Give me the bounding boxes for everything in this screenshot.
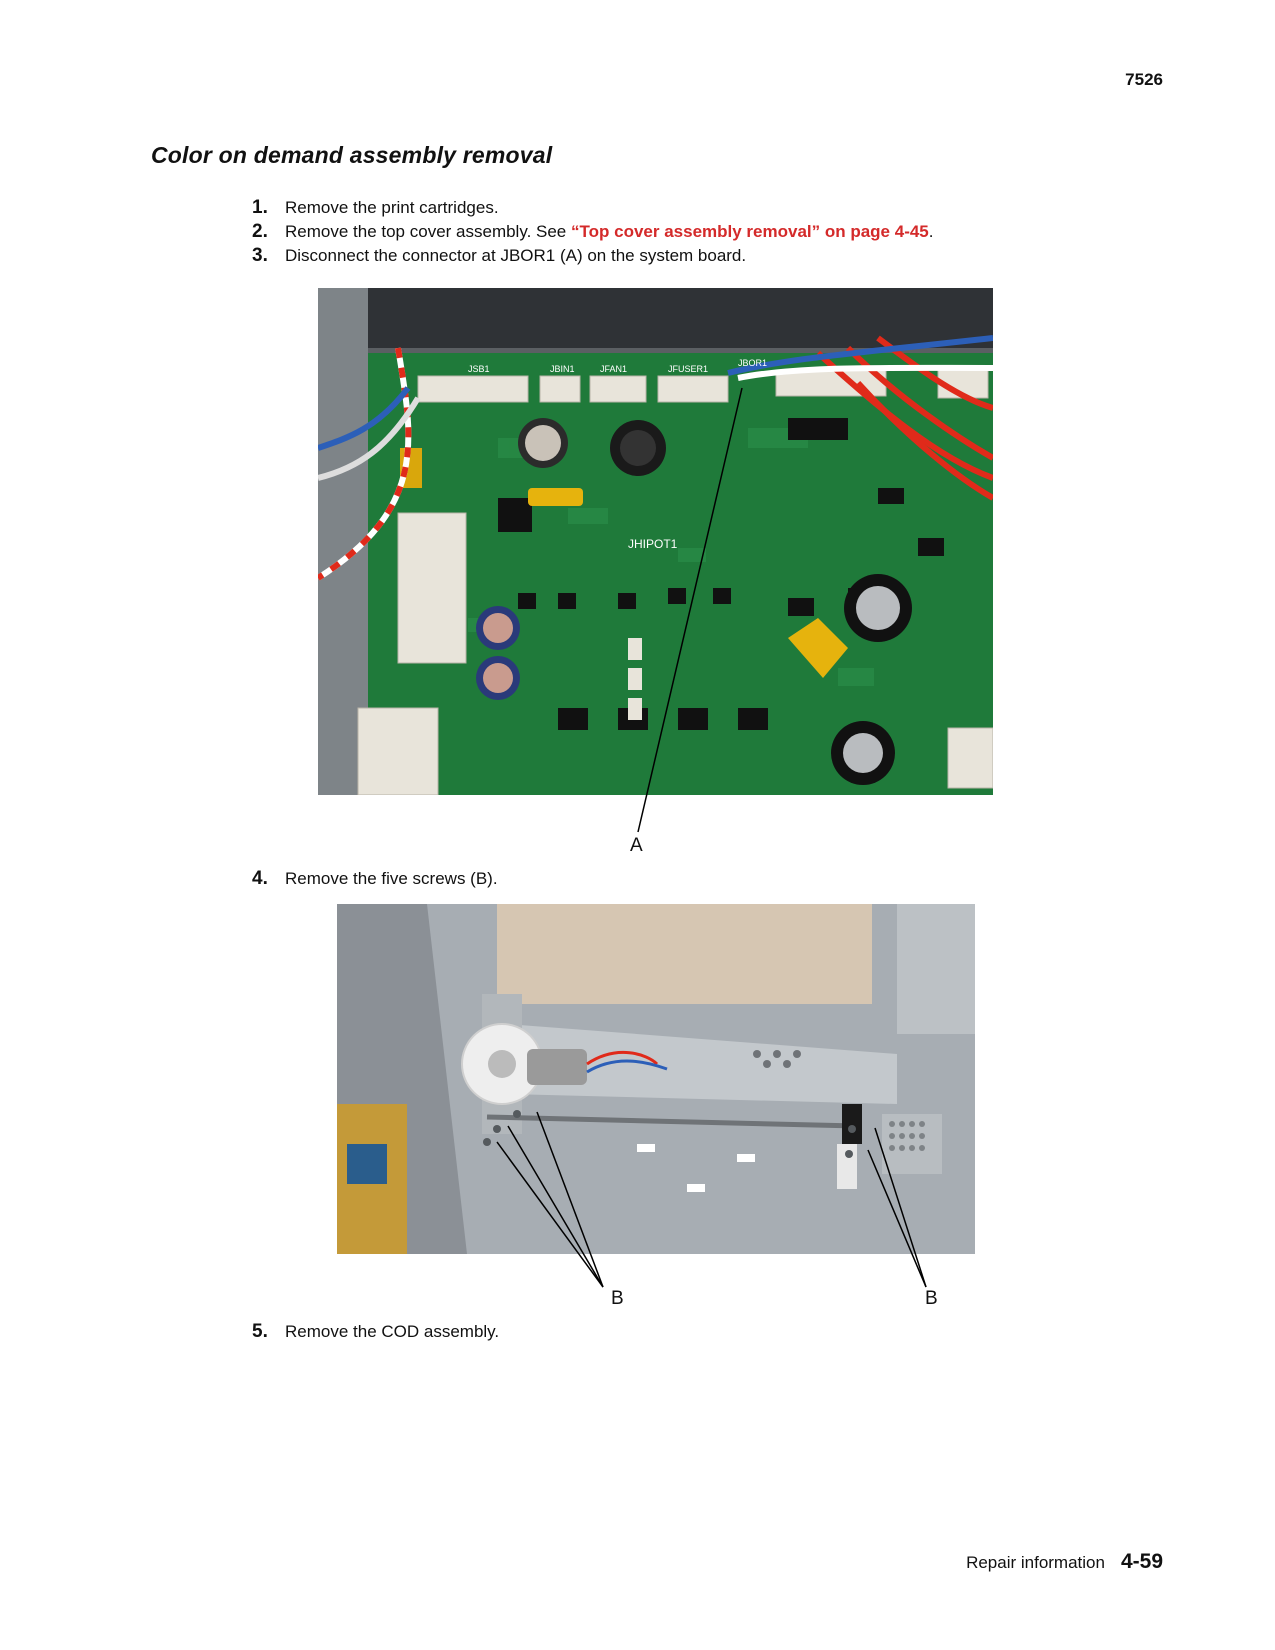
step-text: Remove the five screws (B).: [285, 869, 498, 888]
board-label-jbin1: JBIN1: [550, 364, 575, 374]
step-number: 3.: [252, 245, 268, 266]
callout-b-right: B: [925, 1288, 938, 1309]
cod-assembly-photo: [337, 904, 975, 1254]
step-1: [252, 197, 499, 219]
step-number: 5.: [252, 1321, 268, 1342]
section-title: Color on demand assembly removal: [151, 142, 553, 168]
step-text: Remove the top cover assembly. See: [285, 222, 571, 241]
board-label-jhipot1: JHIPOT1: [628, 537, 678, 551]
footer-section: Repair information: [966, 1553, 1105, 1572]
step-number: 4.: [252, 868, 268, 889]
page-number: 4-59: [1120, 1550, 1163, 1573]
step-text: Remove the print cartridges.: [285, 198, 499, 217]
step-2: [252, 221, 934, 243]
model-number: 7526: [1125, 70, 1163, 89]
step-text-end: .: [928, 222, 934, 241]
step-text: Disconnect the connector at JBOR1 (A) on the system board.: [285, 246, 747, 265]
board-label-jfuser1: JFUSER1: [668, 364, 709, 374]
step-number: 1.: [252, 197, 268, 218]
board-label-jsb1: JSB1: [468, 364, 490, 374]
board-label-jfan1: JFAN1: [600, 364, 628, 374]
step-text: Remove the COD assembly.: [285, 1322, 500, 1341]
board-label-jbor1: JBOR1: [738, 358, 768, 368]
callout-a: A: [630, 835, 643, 856]
step-number: 2.: [252, 221, 268, 242]
page-footer: [966, 1550, 1163, 1574]
cross-reference-link[interactable]: “Top cover assembly removal” on page 4-45: [571, 222, 929, 241]
callout-b-left: B: [611, 1288, 624, 1309]
system-board-photo: [318, 288, 993, 795]
step-5: [252, 1321, 499, 1343]
step-4: [252, 868, 498, 890]
step-3: [252, 245, 746, 267]
